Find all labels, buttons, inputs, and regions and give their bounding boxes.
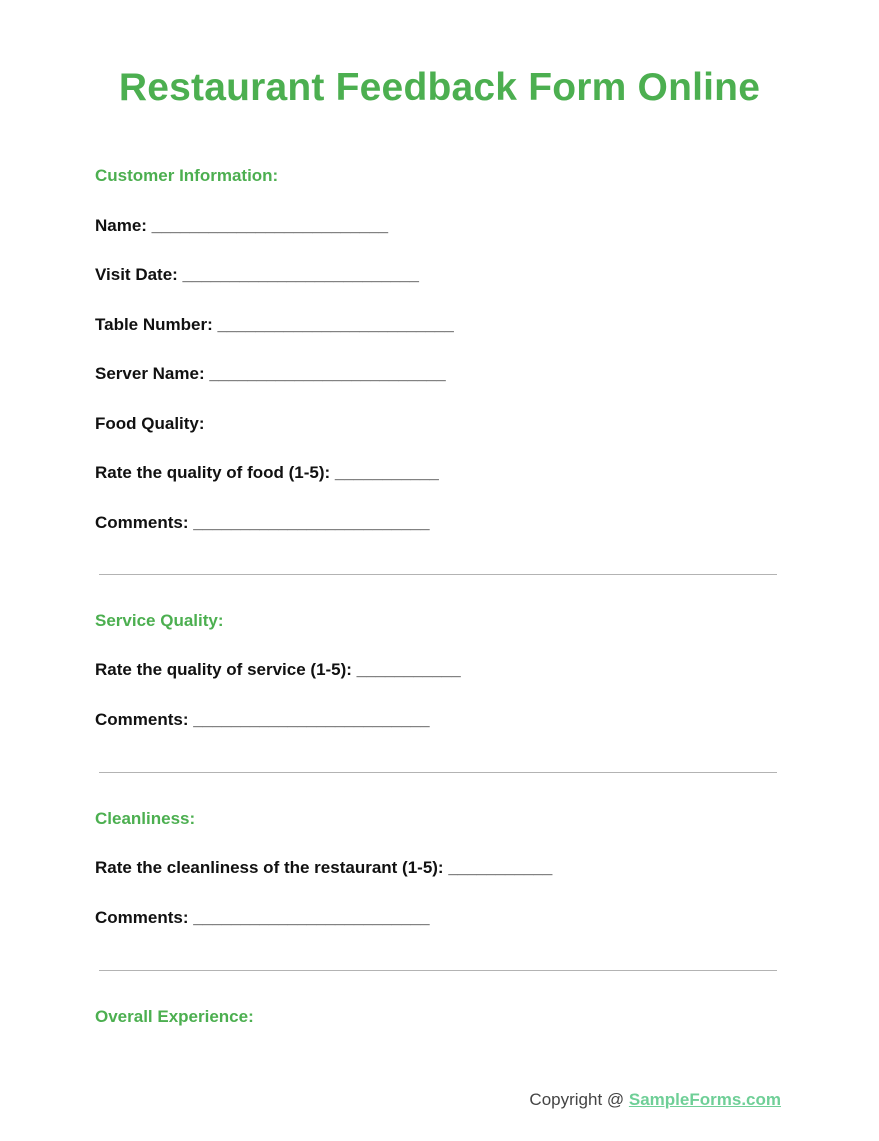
cleanliness-rating-field-line: Rate the cleanliness of the restaurant (1-5): ___________ (95, 858, 553, 877)
section-heading-overall-experience: Overall Experience: (95, 1007, 254, 1026)
table-number-field-line: Table Number: _________________________ (95, 315, 454, 334)
food-rating-field-line: Rate the quality of food (1-5): ___________ (95, 463, 439, 482)
service-rating-field-line: Rate the quality of service (1-5): ___________ (95, 660, 461, 679)
section-divider (99, 772, 777, 773)
name-field-line: Name: _________________________ (95, 216, 389, 235)
copyright-notice (529, 1090, 781, 1110)
form-title: Restaurant Feedback Form Online (118, 66, 761, 109)
section-divider (99, 970, 777, 971)
visit-date-field-line: Visit Date: _________________________ (95, 265, 419, 284)
service-comments-field-line: Comments: _________________________ (95, 710, 430, 729)
food-quality-label: Food Quality: (95, 414, 205, 433)
section-heading-customer-information: Customer Information: (95, 166, 279, 185)
server-name-field-line: Server Name: _________________________ (95, 364, 446, 383)
section-heading-cleanliness: Cleanliness: (95, 809, 196, 828)
section-divider (99, 574, 777, 575)
food-comments-field-line: Comments: _________________________ (95, 513, 430, 532)
section-heading-service-quality: Service Quality: (95, 611, 224, 630)
copyright-text: Copyright @ (529, 1090, 629, 1109)
cleanliness-comments-field-line: Comments: _________________________ (95, 908, 430, 927)
sampleforms-link[interactable]: SampleForms.com (628, 1090, 781, 1109)
